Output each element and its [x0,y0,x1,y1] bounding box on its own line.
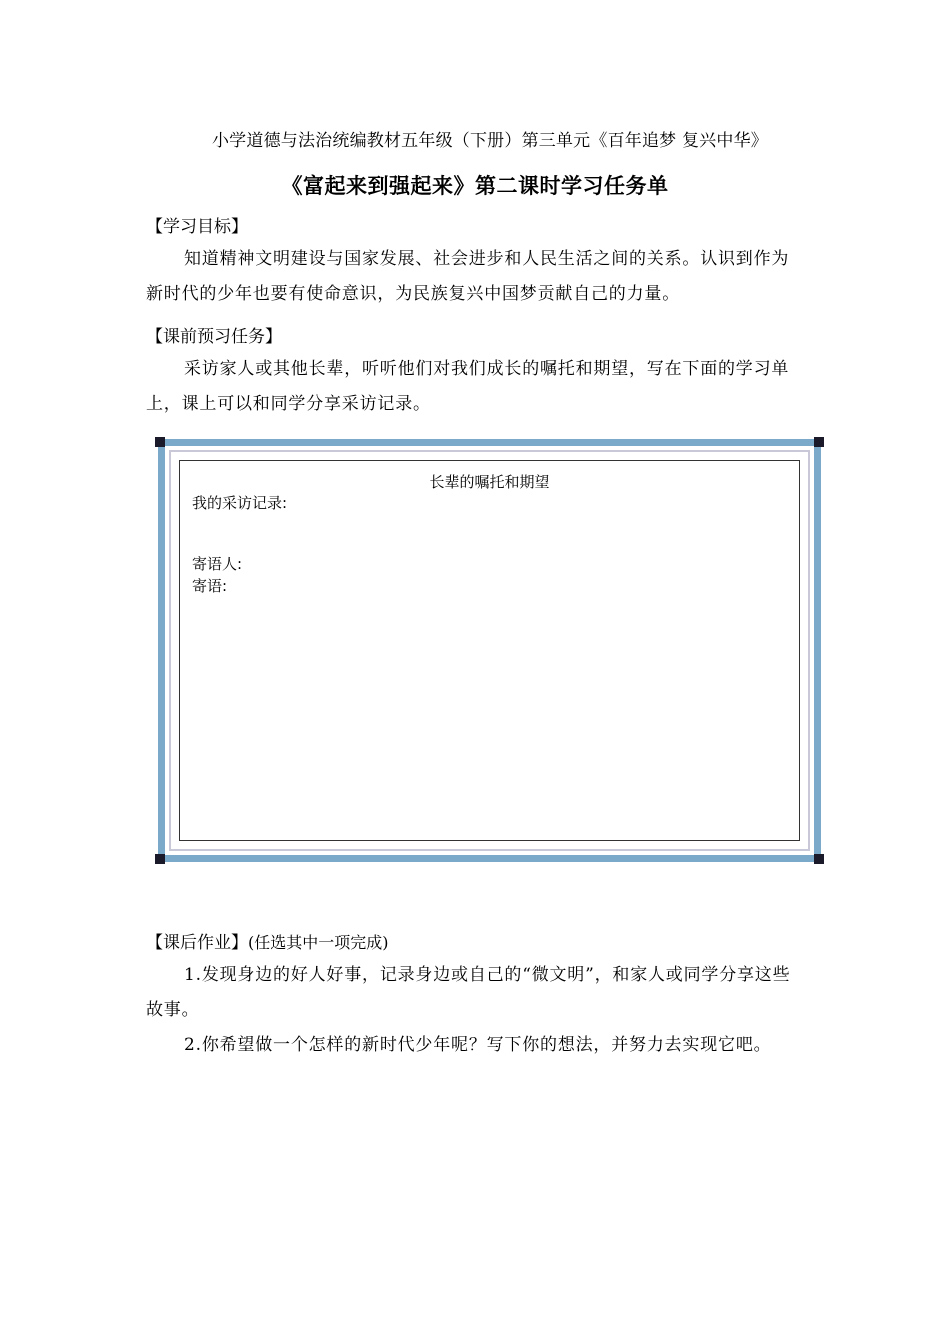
frame-corner-ornament [814,437,824,447]
homework-heading-label: 【课后作业】 [146,933,248,953]
document-title: 《富起来到强起来》第二课时学习任务单 [281,174,669,198]
frame-corner-ornament [155,437,165,447]
homework-heading [146,928,389,953]
frame-corner-ornament [155,854,165,864]
sender-label: 寄语人: [192,555,243,573]
homework-item-1: 1.发现身边的好人好事，记录身边或自己的“微文明”，和家人或同学分享这些故事。 [146,965,791,1020]
frame-content-area [179,460,800,841]
message-label: 寄语: [192,577,228,595]
preview-heading: 【课前预习任务】 [146,327,282,347]
homework-note: (任选其中一项完成) [248,933,389,952]
preview-text: 采访家人或其他长辈，听听他们对我们成长的嘱托和期望，写在下面的学习单上，课上可以和同学分享采访记录。 [146,359,790,414]
objectives-heading: 【学习目标】 [146,217,248,237]
frame-corner-ornament [814,854,824,864]
document-subtitle: 小学道德与法治统编教材五年级（下册）第三单元《百年追梦 复兴中华》 [211,131,768,151]
box-title: 长辈的嘱托和期望 [429,473,550,491]
objectives-text: 知道精神文明建设与国家发展、社会进步和人民生活之间的关系。认识到作为新时代的少年也要有使命意识，为民族复兴中国梦贡献自己的力量。 [146,249,790,304]
interview-record-box [158,439,821,862]
record-label: 我的采访记录: [192,494,288,512]
homework-item-2: 2.你希望做一个怎样的新时代少年呢？写下你的想法，并努力去实现它吧。 [184,1035,772,1055]
